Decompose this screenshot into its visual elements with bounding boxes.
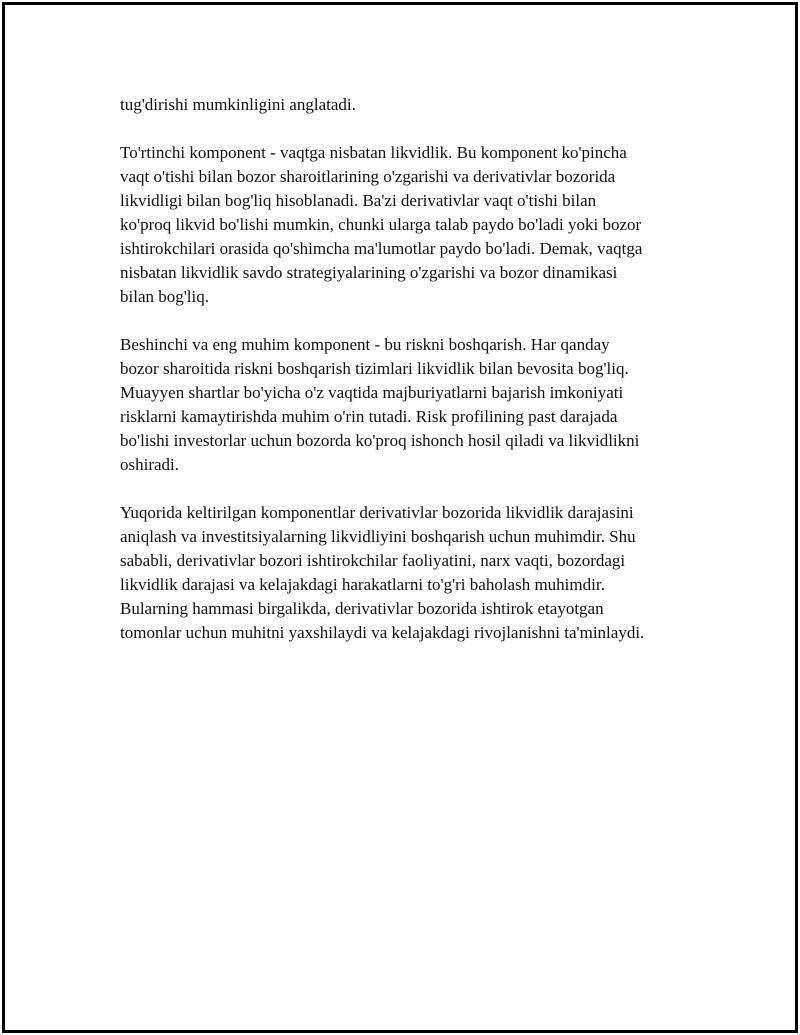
paragraph-3	[120, 333, 700, 477]
text-line: nisbatan likvidlik savdo strategiyalarining o'zgarishi va bozor dinamikasi	[120, 263, 618, 282]
text-line: sababli, derivativlar bozori ishtirokchilar faoliyatini, narx vaqti, bozordagi	[120, 551, 626, 570]
text-line: Yuqorida keltirilgan komponentlar derivativlar bozorida likvidlik darajasini	[120, 503, 634, 522]
text-line: ko'proq likvid bo'lishi mumkin, chunki ularga talab paydo bo'ladi yoki bozor	[120, 215, 642, 234]
text-line: ishtirokchilari orasida qo'shimcha ma'lumotlar paydo bo'ladi. Demak, vaqtga	[120, 239, 643, 258]
text-line: likvidligi bilan bog'liq hisoblanadi. Ba'zi derivativlar vaqt o'tishi bilan	[120, 191, 597, 210]
text-line: vaqt o'tishi bilan bozor sharoitlarining o'zgarishi va derivativlar bozorida	[120, 167, 616, 186]
text-line: oshiradi.	[120, 455, 180, 474]
text-line: risklarni kamaytirishda muhim o'rin tutadi. Risk profilining past darajada	[120, 407, 618, 426]
text-line: tomonlar uchun muhitni yaxshilaydi va kelajakdagi rivojlanishni ta'minlaydi.	[120, 623, 645, 642]
text-line: likvidlik darajasi va kelajakdagi harakatlarni to'g'ri baholash muhimdir.	[120, 575, 605, 594]
text-line: aniqlash va investitsiyalarning likvidliyini boshqarish uchun muhimdir. Shu	[120, 527, 636, 546]
text-line: bilan bog'liq.	[120, 287, 210, 306]
text-line: To'rtinchi komponent - vaqtga nisbatan likvidlik. Bu komponent ko'pincha	[120, 143, 627, 162]
text-line: Beshinchi va eng muhim komponent - bu riskni boshqarish. Har qanday	[120, 335, 610, 354]
paragraph-2	[120, 141, 700, 309]
paragraph-1	[120, 93, 700, 117]
text-line: bozor sharoitida riskni boshqarish tizimlari likvidlik bilan bevosita bog'liq.	[120, 359, 629, 378]
text-line: Bularning hammasi birgalikda, derivativlar bozorida ishtirok etayotgan	[120, 599, 604, 618]
document-body	[120, 93, 700, 669]
paragraph-4	[120, 501, 700, 645]
text-line: tug'dirishi mumkinligini anglatadi.	[120, 95, 356, 114]
text-line: Muayyen shartlar bo'yicha o'z vaqtida majburiyatlarni bajarish imkoniyati	[120, 383, 624, 402]
text-line: bo'lishi investorlar uchun bozorda ko'proq ishonch hosil qiladi va likvidlikni	[120, 431, 640, 450]
page-frame	[2, 2, 798, 1033]
